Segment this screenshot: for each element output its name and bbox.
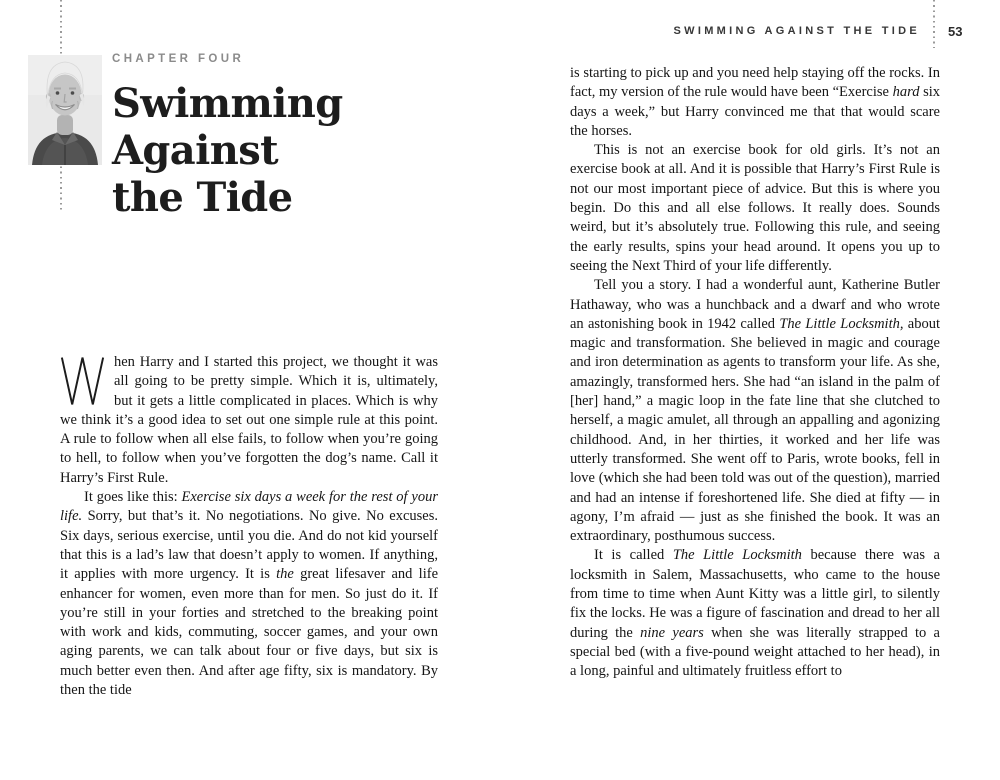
author-portrait (28, 55, 102, 165)
text-run: Tell you a story. I had a wonderful aunt, Katherine Butler Hathaway, who was a hunchback and a dwarf and who wrote an astonishing book in 1942 called (570, 277, 940, 332)
italic-text-run: The Little Locksmith (672, 547, 802, 564)
text-run: Sorry, but that’s it. No negotiations. No give. No excuses. Six days, serious exercise, until you die. And do not kid yourself that this is a lad’s law that doesn’t apply to women. If anything, it applies with more urgency. It is (60, 508, 438, 583)
drop-cap-w (60, 356, 105, 406)
text-run: hen Harry and I started this project, we thought it was all going to be pretty simple. Which it is, ultimately, but it gets a little complicated in places. Which is why we think it’s a good idea to set out one simple rule at this point. A rule to follow when all else fails, to follow when you’re going to hell, to follow when you’ve forgotten the dog’s name. Call it Harry’s First Rule. (60, 354, 438, 486)
chapter-title (112, 80, 343, 221)
paragraph (570, 141, 940, 276)
chapter-number-label: CHAPTER FOUR (112, 53, 245, 65)
italic-text-run: the (276, 566, 294, 583)
italic-text-run: nine years (640, 624, 704, 641)
running-head: SWIMMING AGAINST THE TIDE (673, 25, 920, 37)
text-run: It is called (594, 547, 673, 564)
text-run: This is not an exercise book for old girls. It’s not an exercise book at all. And it is possible that Harry’s First Rule is not our most important piece of advice. But this is where you begin. Do this and all else follows. It really does. Sounds weird, but it’s absolutely true. Following this rule, and seeing the early results, spins your head around. It opens you up to seeing the Next Third of your life differently. (570, 142, 940, 274)
italic-text-run: The Little Locksmith, (779, 315, 904, 332)
text-run: is starting to pick up and you need help staying off the rocks. In fact, my version of the rule would have been “Exercise (570, 65, 940, 101)
page-number: 53 (948, 24, 963, 39)
text-run: about magic and transformation. She believed in magic and courage and iron determination as agents to transform your life. As she, amazingly, transformed hers. She had “an island in the palm of [her] hand,” a magic loop in the fate line that she clutched to herself, a magic amulet, all through an appalling and agonizing childhood. And, in her thirties, it worked and her life was utterly transformed. She went off to Paris, wrote books, fell in love (which she had been told was out of the question), married and had an intense if foreshortened life. She died at fifty — in agony, I’m afraid — just as she finished the book. It was an extraordinary, posthumous success. (570, 315, 940, 545)
paragraph (570, 546, 940, 681)
text-run: It goes like this: (84, 489, 182, 506)
paragraph (60, 488, 438, 700)
chapter-title-line: Swimming (112, 80, 343, 127)
right-page-body-text (570, 64, 940, 682)
left-paragraphs (60, 353, 438, 700)
text-run: because there was a locksmith in Salem, Massachusetts, who came to the house from time to time when Aunt Kitty was a little girl, to silently fix the locks. He was a figure of fascination and dread to her all during the (570, 547, 940, 641)
chapter-title-line: the Tide (112, 174, 293, 221)
right-paragraphs (570, 64, 940, 682)
text-run: six days a week,” but Harry convinced me that that would scare the horses. (570, 84, 941, 139)
chapter-title-line: Against (112, 127, 278, 174)
paragraph (570, 64, 940, 141)
paragraph (570, 276, 940, 546)
paragraph (60, 353, 438, 488)
chapter-heading (112, 53, 343, 221)
italic-text-run: Exercise six days a week for the rest of your life. (60, 489, 438, 525)
left-page-body-text (60, 353, 438, 700)
text-run: when she was literally strapped to a special bed (with a five-pound weight attached to her head), in a long, painful and ultimately fruitless effort to (570, 624, 940, 680)
text-run: great lifesaver and life enhancer for women, even more than for men. So just do it. If you’re still in your forties and stretched to the breaking point with work and kids, commuting, soccer games, and your own aging parents, we can talk about four or five days, but six is much better even then. And after age fifty, six is mandatory. By then the tide (60, 566, 439, 699)
italic-text-run: hard (892, 84, 920, 101)
dotted-divider-right (933, 0, 935, 48)
